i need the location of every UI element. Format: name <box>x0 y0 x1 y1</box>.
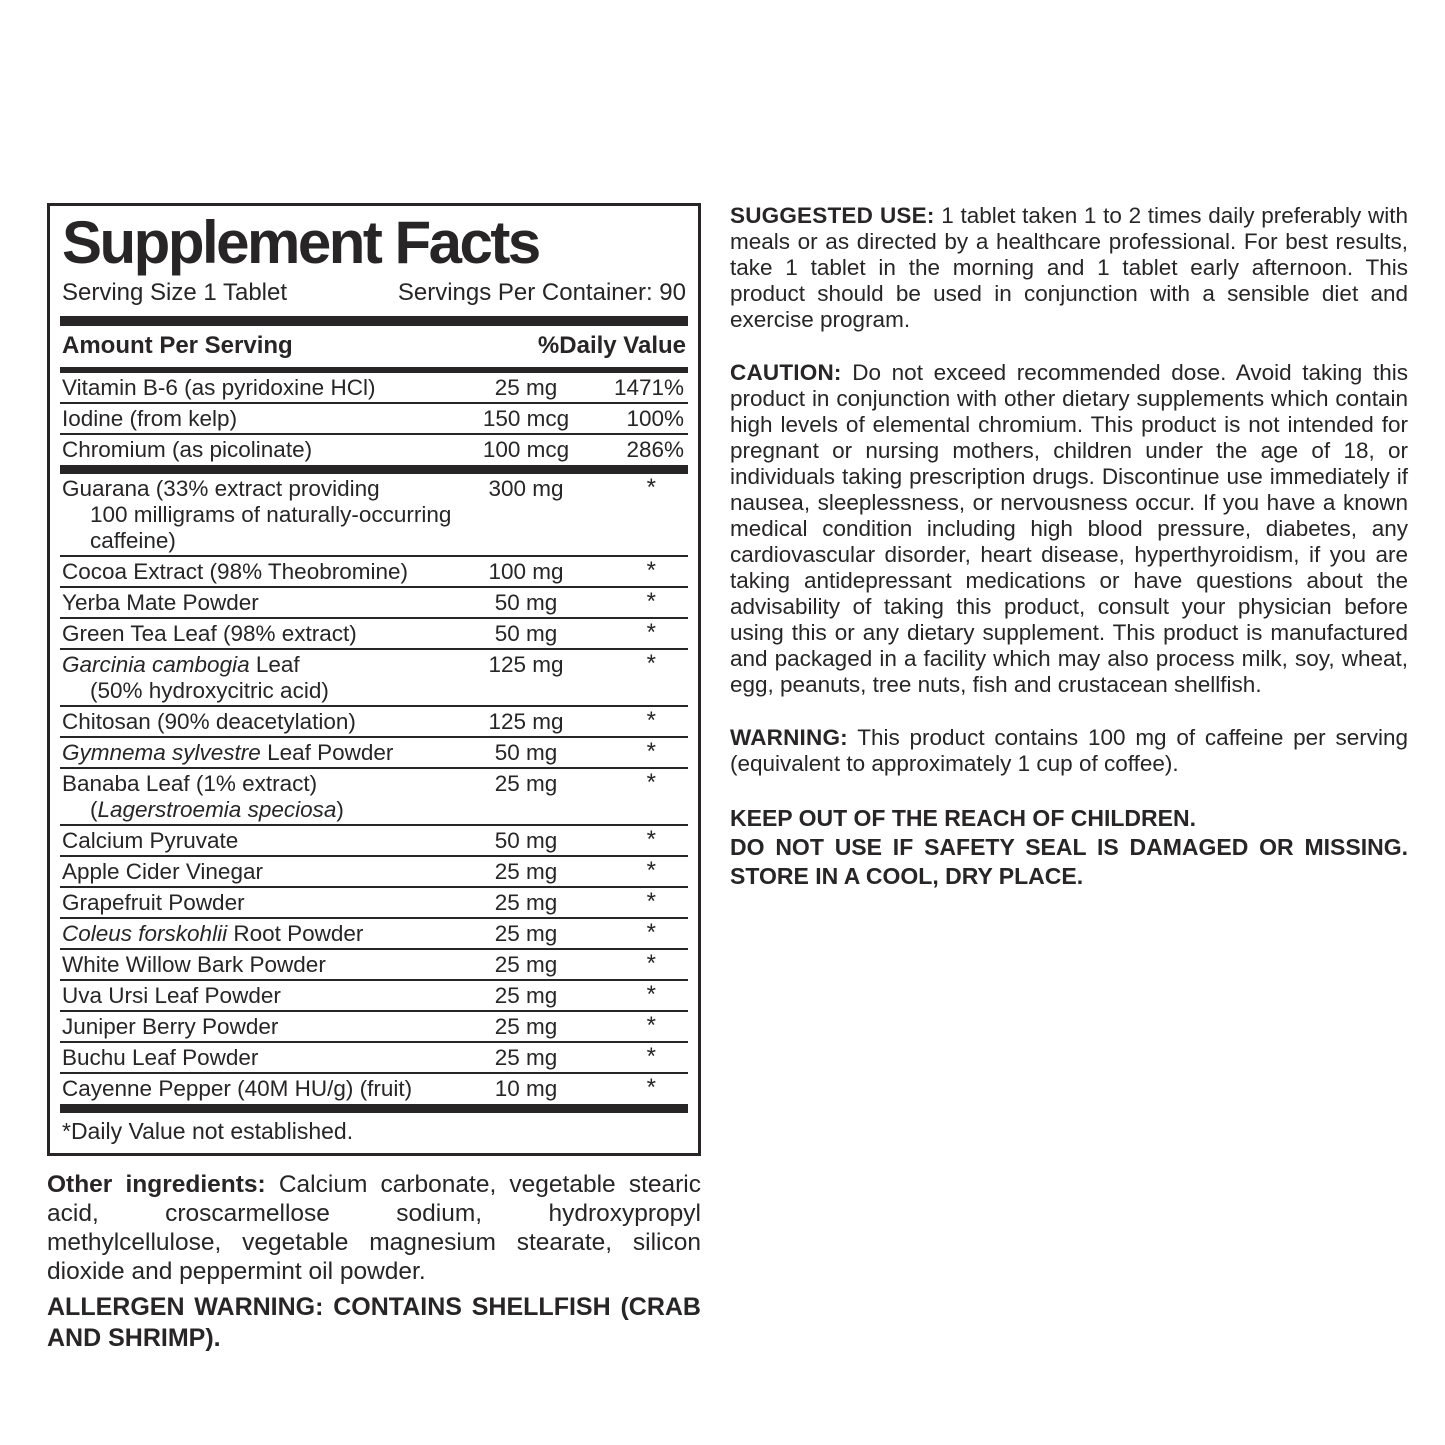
table-row <box>60 435 688 465</box>
ingredient-amount: 25 mg <box>494 374 558 400</box>
ingredient-name: Cayenne Pepper (40M HU/g) (fruit) <box>62 1075 413 1101</box>
table-row <box>60 919 688 950</box>
ingredient-name: Chromium (as picolinate) <box>62 436 313 462</box>
table-row <box>60 769 688 826</box>
ingredient-name: Iodine (from kelp) <box>62 405 238 431</box>
table-row <box>60 888 688 919</box>
warning-paragraph <box>730 725 1408 777</box>
ingredient-daily-value: * <box>646 980 656 1008</box>
ingredient-name: Uva Ursi Leaf Powder <box>62 982 281 1008</box>
ingredient-rows <box>60 373 688 1113</box>
table-row <box>60 738 688 769</box>
table-row <box>60 557 688 588</box>
table-header-row <box>60 326 688 367</box>
table-row <box>60 1012 688 1043</box>
other-ingredients <box>47 1170 701 1286</box>
caution-lead: CAUTION: <box>730 360 842 385</box>
table-row <box>60 650 688 707</box>
ingredient-name: Green Tea Leaf (98% extract) <box>62 620 357 646</box>
servings-per-container: Servings Per Container: 90 <box>397 279 686 307</box>
table-row <box>60 619 688 650</box>
table-row <box>60 404 688 435</box>
keep-out-of-reach-line: KEEP OUT OF THE REACH OF CHILDREN. <box>730 805 1196 831</box>
ingredient-name: Coleus forskohlii Root Powder <box>62 920 364 946</box>
table-row <box>60 474 688 557</box>
ingredient-name: Yerba Mate Powder <box>62 589 259 615</box>
ingredient-amount: 100 mcg <box>482 436 570 462</box>
ingredient-amount: 125 mg <box>488 651 564 677</box>
ingredient-name: Gymnema sylvestre Leaf Powder <box>62 739 394 765</box>
table-row <box>60 826 688 857</box>
ingredient-daily-value: * <box>646 825 656 853</box>
suggested-use-text: 1 tablet taken 1 to 2 times daily preferably with meals or as directed by a healthcare professional. For best results, take 1 tablet in the morning and 1 tablet early afternoon. This product should be used in conjunction with a sensible diet and exercise program. <box>730 203 1408 332</box>
ingredient-name: Vitamin B-6 (as pyridoxine HCl) <box>62 374 376 400</box>
ingredient-daily-value: * <box>646 649 656 677</box>
ingredient-daily-value: * <box>646 618 656 646</box>
storage-warning-block <box>730 804 1408 891</box>
ingredient-amount: 25 mg <box>494 1013 558 1039</box>
ingredient-amount: 50 mg <box>494 589 558 615</box>
ingredient-name: Calcium Pyruvate <box>62 827 239 853</box>
ingredient-amount: 25 mg <box>494 770 558 796</box>
ingredient-amount: 25 mg <box>494 889 558 915</box>
ingredient-daily-value: * <box>646 706 656 734</box>
table-row <box>60 1043 688 1074</box>
ingredient-name: White Willow Bark Powder <box>62 951 326 977</box>
safety-seal-line: DO NOT USE IF SAFETY SEAL IS DAMAGED OR MISSING. STORE IN A COOL, DRY PLACE. <box>730 834 1408 889</box>
ingredient-name: Grapefruit Powder <box>62 889 245 915</box>
warning-text: This product contains 100 mg of caffeine per serving (equivalent to approximately 1 cup of coffee). <box>730 725 1408 776</box>
ingredient-name: Juniper Berry Powder <box>62 1013 279 1039</box>
daily-value-footnote: *Daily Value not established. <box>62 1117 354 1144</box>
right-column <box>730 203 1408 891</box>
allergen-warning: ALLERGEN WARNING: CONTAINS SHELLFISH (CRAB AND SHRIMP). <box>47 1292 701 1352</box>
serving-info-row <box>60 277 688 316</box>
ingredient-amount: 150 mcg <box>482 405 570 431</box>
table-row <box>60 950 688 981</box>
suggested-use-lead: SUGGESTED USE: <box>730 203 935 228</box>
thick-divider-bar <box>60 465 688 474</box>
ingredient-daily-value: * <box>646 556 656 584</box>
supplement-facts-panel <box>47 203 701 1156</box>
left-column <box>47 203 701 1354</box>
ingredient-amount: 25 mg <box>494 1044 558 1070</box>
ingredient-amount: 125 mg <box>488 708 564 734</box>
ingredient-daily-value: * <box>646 1042 656 1070</box>
ingredient-daily-value: 1471% <box>613 374 684 400</box>
thick-divider-bar <box>60 1104 688 1113</box>
table-row <box>60 981 688 1012</box>
serving-size: Serving Size 1 Tablet <box>62 279 288 307</box>
ingredient-amount: 25 mg <box>494 920 558 946</box>
ingredient-amount: 25 mg <box>494 982 558 1008</box>
ingredient-amount: 25 mg <box>494 951 558 977</box>
ingredient-daily-value: * <box>646 1073 656 1101</box>
ingredient-amount: 50 mg <box>494 739 558 765</box>
ingredient-daily-value: * <box>646 918 656 946</box>
ingredient-daily-value: 286% <box>626 436 684 462</box>
ingredient-amount: 10 mg <box>494 1075 558 1101</box>
ingredient-name: Chitosan (90% deacetylation) <box>62 708 356 734</box>
ingredient-daily-value: * <box>646 473 656 501</box>
supplement-facts-title: Supplement Facts <box>62 209 539 276</box>
caution-text: Do not exceed recommended dose. Avoid taking this product in conjunction with other dietary supplements which contain high levels of elemental chromium. This product is not intended for pregnant or nursing mothers, children under the age of 18, or individuals taking prescription drugs. Discontinue use immediately if nausea, sleeplessness, or nervousness occur. If you have a known medical condition including high blood pressure, diabetes, any cardiovascular disorder, heart disease, hyperthyroidism, if you are taking antidepressant medications or have questions about the advisability of taking this product, consult your physician before using this or any dietary supplement. This product is manufactured and packaged in a facility which may also process milk, soy, wheat, egg, peanuts, tree nuts, fish and crustacean shellfish. <box>730 360 1408 697</box>
ingredient-name: Apple Cider Vinegar <box>62 858 263 884</box>
ingredient-daily-value: * <box>646 887 656 915</box>
table-row <box>60 373 688 404</box>
ingredient-daily-value: * <box>646 1011 656 1039</box>
ingredient-amount: 25 mg <box>494 858 558 884</box>
ingredient-name: Buchu Leaf Powder <box>62 1044 259 1070</box>
table-row <box>60 857 688 888</box>
suggested-use-paragraph <box>730 203 1408 333</box>
ingredient-daily-value: 100% <box>626 405 684 431</box>
table-row <box>60 1074 688 1104</box>
caution-paragraph <box>730 360 1408 698</box>
warning-lead: WARNING: <box>730 725 848 750</box>
ingredient-name: Guarana (33% extract providing 100 milligrams of naturally-occurring caffeine) <box>62 475 452 553</box>
ingredient-name: Banaba Leaf (1% extract) (Lagerstroemia speciosa) <box>62 770 344 822</box>
ingredient-daily-value: * <box>646 768 656 796</box>
amount-per-serving-header: Amount Per Serving <box>62 331 293 359</box>
ingredient-name: Garcinia cambogia Leaf (50% hydroxycitric acid) <box>62 651 329 703</box>
table-row <box>60 588 688 619</box>
ingredient-daily-value: * <box>646 587 656 615</box>
ingredient-daily-value: * <box>646 856 656 884</box>
other-ingredients-lead: Other ingredients: <box>47 1170 266 1198</box>
ingredient-amount: 300 mg <box>488 475 564 501</box>
thick-divider-bar <box>60 316 688 326</box>
ingredient-amount: 100 mg <box>488 558 564 584</box>
ingredient-name: Cocoa Extract (98% Theobromine) <box>62 558 408 584</box>
ingredient-amount: 50 mg <box>494 620 558 646</box>
ingredient-daily-value: * <box>646 949 656 977</box>
ingredient-daily-value: * <box>646 737 656 765</box>
daily-value-header: %Daily Value <box>537 331 686 359</box>
ingredient-amount: 50 mg <box>494 827 558 853</box>
table-row <box>60 707 688 738</box>
other-ingredients-text: Calcium carbonate, vegetable stearic acid, croscarmellose sodium, hydroxypropyl methylcellulose, vegetable magnesium stearate, silicon dioxide and peppermint oil powder. <box>47 1170 701 1285</box>
